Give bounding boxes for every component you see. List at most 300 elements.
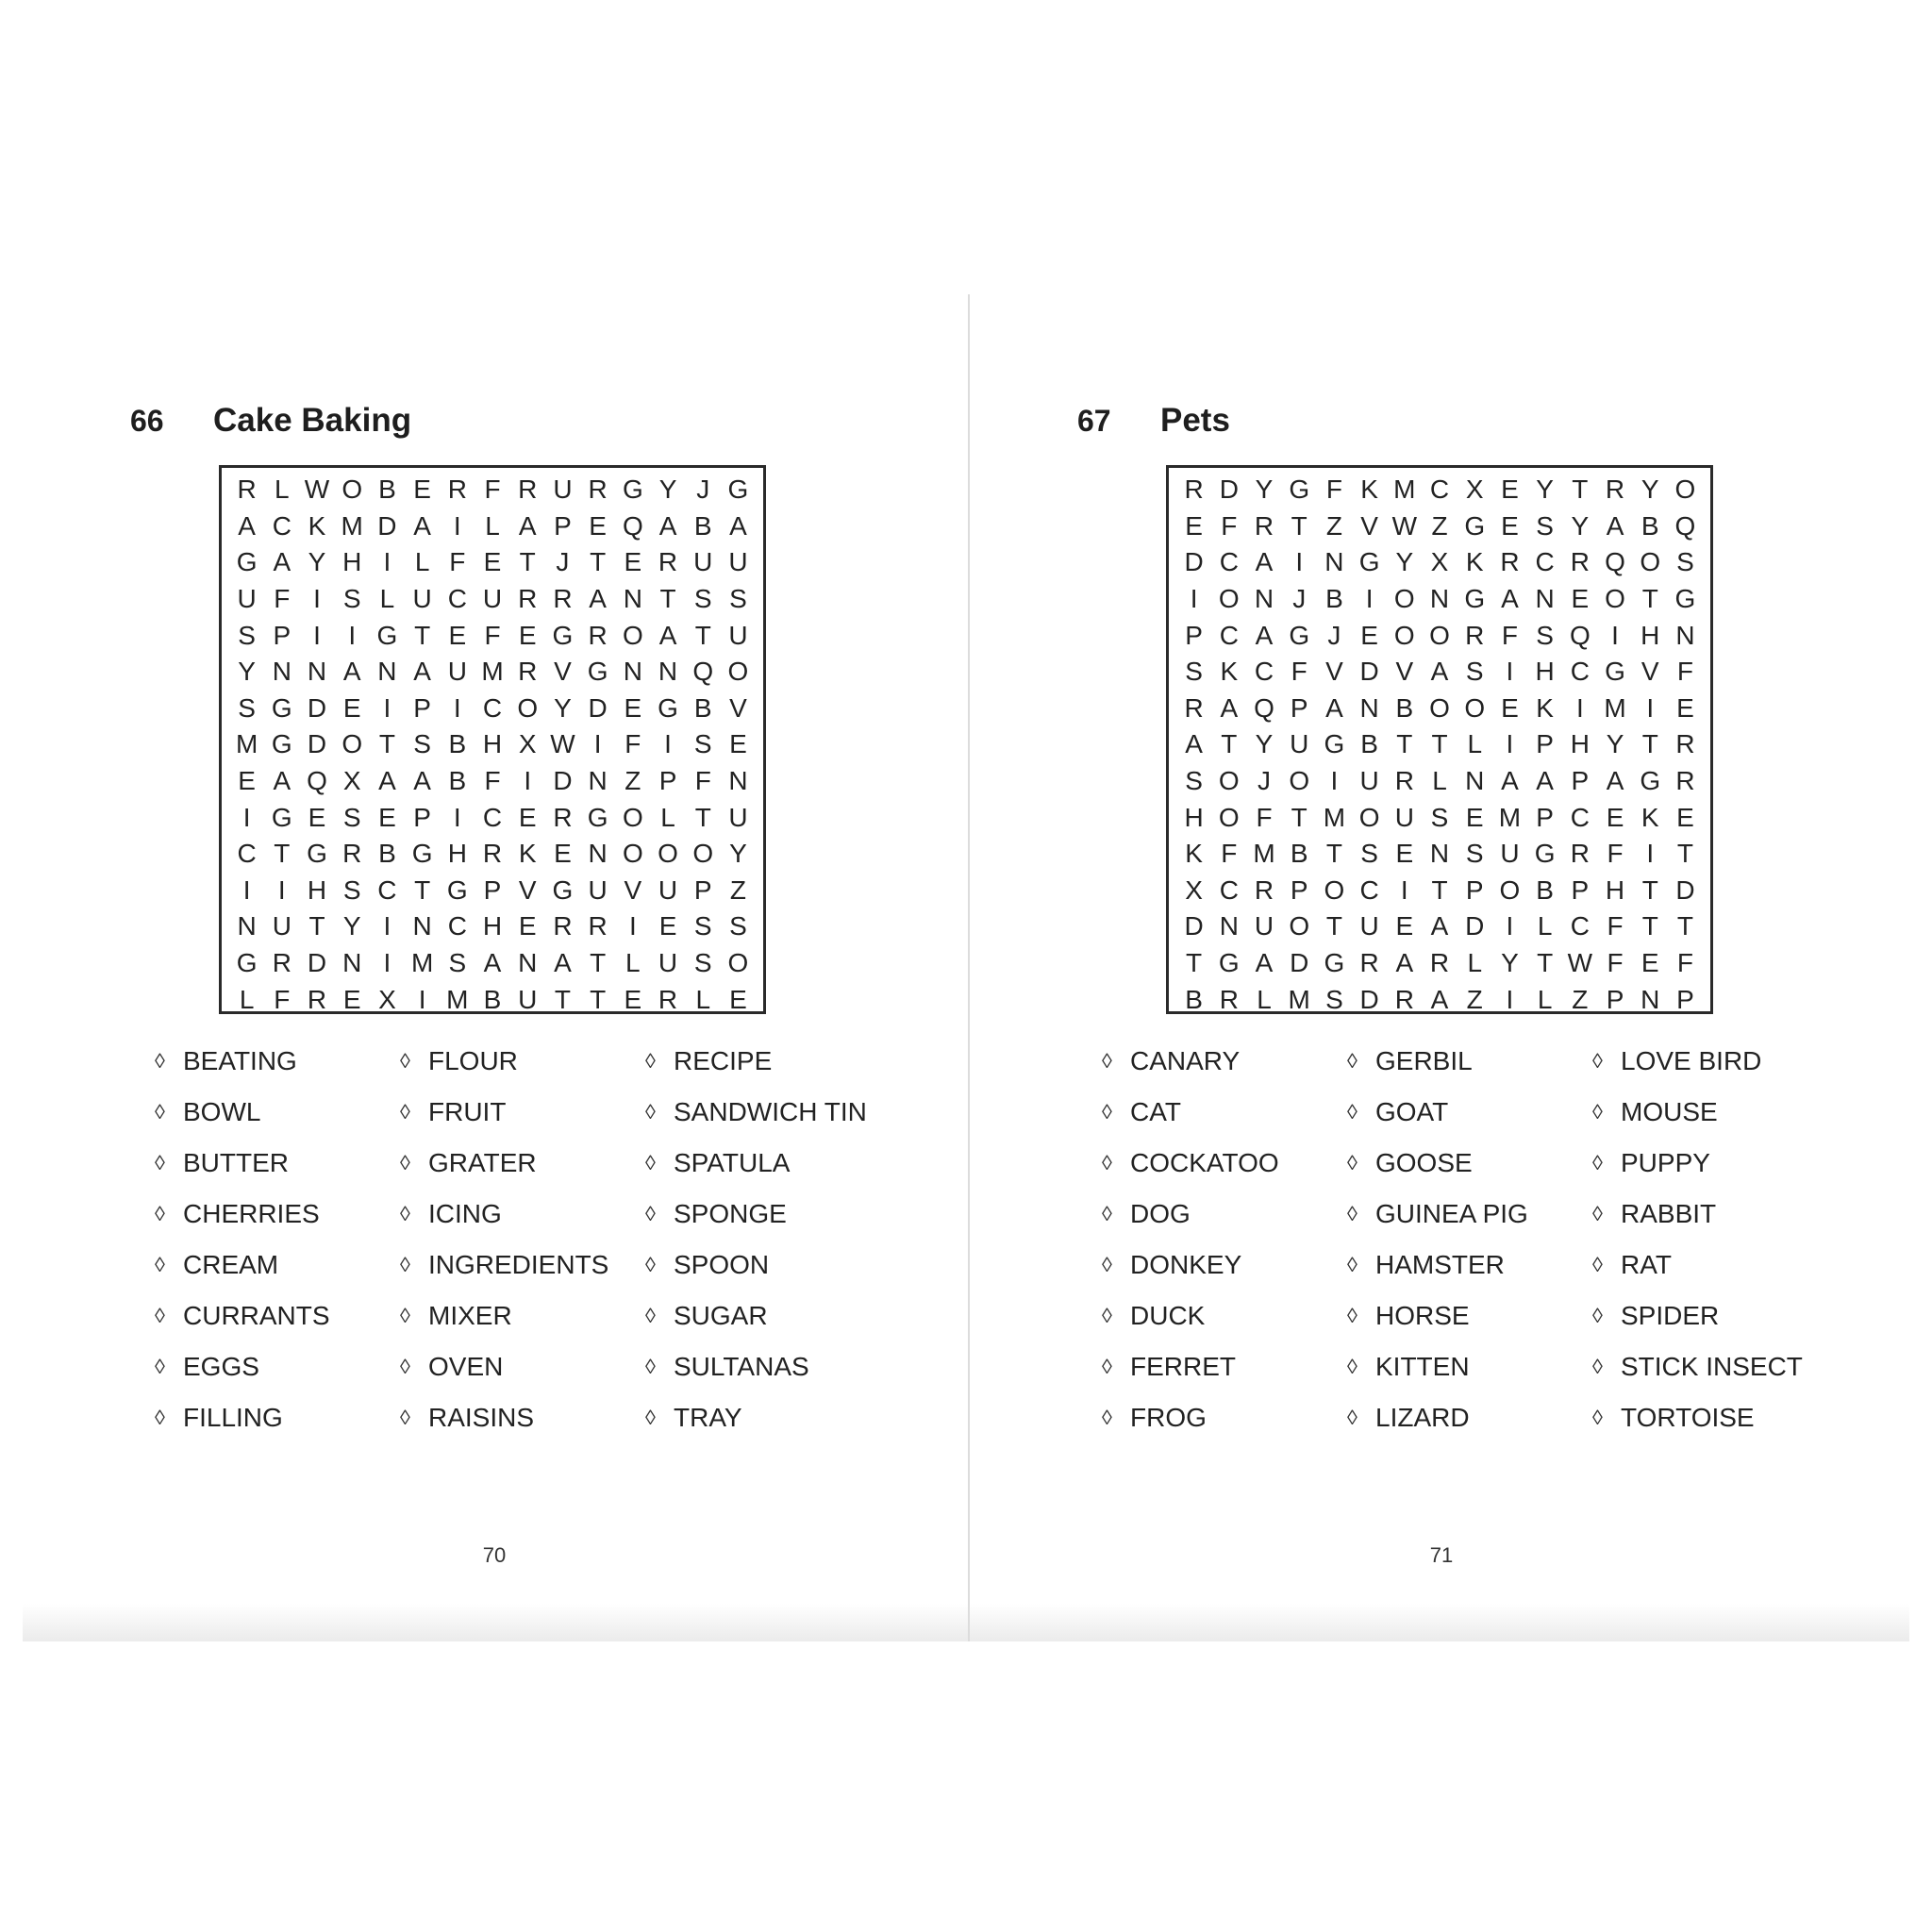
word-list-item <box>1347 1291 1592 1341</box>
grid-cell: N <box>237 911 257 941</box>
grid-cell: F <box>274 584 291 614</box>
grid-cell: S <box>342 874 361 905</box>
grid-cell: R <box>1465 620 1485 650</box>
grid-cell: O <box>1218 766 1240 796</box>
grid-cell: F <box>1676 948 1693 978</box>
word-list-item <box>400 1036 645 1087</box>
word-list-item <box>155 1189 400 1240</box>
grid-cell: U <box>553 475 573 505</box>
word-label: BEATING <box>183 1046 297 1075</box>
grid-cell: R <box>588 620 608 650</box>
grid-row <box>229 581 756 618</box>
grid-cell: E <box>378 802 396 832</box>
diamond-icon: ◊ <box>155 1049 165 1073</box>
word-label: SPOON <box>674 1250 770 1279</box>
grid-cell: E <box>624 547 642 577</box>
word-list-item <box>1347 1189 1592 1240</box>
word-list-item <box>400 1341 645 1392</box>
grid-row <box>229 726 756 763</box>
grid-cell: S <box>693 948 712 978</box>
word-label: FERRET <box>1130 1352 1236 1381</box>
grid-cell: I <box>418 984 426 1014</box>
grid-cell: F <box>449 547 466 577</box>
grid-cell: R <box>482 839 503 869</box>
diamond-icon: ◊ <box>1347 1202 1357 1225</box>
grid-cell: R <box>553 911 573 941</box>
word-list-item <box>1102 1036 1347 1087</box>
word-list-item <box>645 1341 909 1392</box>
puzzle-number: 66 <box>130 403 164 438</box>
word-list-item <box>400 1240 645 1291</box>
grid-cell: H <box>482 911 503 941</box>
grid-cell: I <box>313 620 321 650</box>
word-label: MIXER <box>428 1301 512 1330</box>
grid-cell: T <box>1676 911 1693 941</box>
grid-cell: W <box>304 475 330 505</box>
grid-row <box>229 799 756 836</box>
word-label: HAMSTER <box>1375 1250 1505 1279</box>
grid-cell: V <box>1325 657 1343 687</box>
diamond-icon: ◊ <box>400 1304 410 1327</box>
grid-cell: S <box>729 584 747 614</box>
grid-row <box>1176 981 1703 1018</box>
grid-cell: G <box>727 475 749 505</box>
grid-row <box>229 691 756 727</box>
grid-cell: G <box>1640 766 1661 796</box>
grid-cell: G <box>587 657 608 687</box>
grid-cell: U <box>1500 839 1520 869</box>
word-label: BOWL <box>183 1097 261 1126</box>
grid-cell: W <box>1391 510 1418 541</box>
word-label: RAISINS <box>428 1403 535 1432</box>
grid-cell: O <box>658 839 678 869</box>
grid-cell: D <box>1219 475 1239 505</box>
page-number: 70 <box>482 1543 507 1567</box>
grid-cell: Y <box>1606 729 1624 759</box>
grid-cell: Y <box>554 692 572 723</box>
grid-cell: U <box>447 657 467 687</box>
grid-cell: N <box>1359 692 1379 723</box>
grid-cell: N <box>1535 584 1555 614</box>
grid-cell: D <box>1184 547 1204 577</box>
diamond-icon: ◊ <box>1592 1202 1603 1225</box>
grid-cell: Q <box>1569 620 1591 650</box>
grid-cell: E <box>483 547 502 577</box>
diamond-icon: ◊ <box>400 1049 410 1073</box>
word-label: DUCK <box>1130 1301 1206 1330</box>
grid-cell: I <box>1646 692 1655 723</box>
grid-cell: H <box>1184 802 1204 832</box>
grid-cell: A <box>1501 766 1519 796</box>
grid-cell: G <box>1464 510 1486 541</box>
grid-cell: T <box>519 547 536 577</box>
diamond-icon: ◊ <box>1102 1355 1112 1378</box>
grid-cell: A <box>413 766 431 796</box>
diamond-icon: ◊ <box>1102 1049 1112 1073</box>
grid-cell: C <box>447 911 467 941</box>
diamond-icon: ◊ <box>645 1151 656 1174</box>
grid-cell: E <box>554 839 572 869</box>
grid-cell: R <box>1429 948 1450 978</box>
word-list-item <box>1102 1291 1347 1341</box>
grid-cell: O <box>727 657 749 687</box>
grid-cell: U <box>518 984 538 1014</box>
diamond-icon: ◊ <box>1102 1100 1112 1124</box>
grid-cell: I <box>1190 584 1198 614</box>
grid-cell: M <box>1288 984 1310 1014</box>
word-list-item <box>1347 1087 1592 1138</box>
grid-cell: R <box>553 802 573 832</box>
diamond-icon: ◊ <box>155 1355 165 1378</box>
word-label: CREAM <box>183 1250 279 1279</box>
diamond-icon: ◊ <box>1347 1253 1357 1276</box>
diamond-icon: ◊ <box>400 1406 410 1429</box>
grid-cell: A <box>483 948 502 978</box>
grid-cell: G <box>446 874 468 905</box>
grid-cell: I <box>1506 984 1514 1014</box>
grid-cell: T <box>1221 729 1238 759</box>
grid-cell: O <box>1218 802 1240 832</box>
word-label: PUPPY <box>1621 1148 1710 1177</box>
word-label: LOVE BIRD <box>1621 1046 1762 1075</box>
grid-cell: T <box>414 874 431 905</box>
grid-cell: I <box>453 802 461 832</box>
grid-cell: H <box>307 874 327 905</box>
grid-cell: X <box>1185 874 1203 905</box>
grid-cell: X <box>518 729 537 759</box>
grid-cell: G <box>1218 948 1240 978</box>
grid-cell: U <box>1394 802 1414 832</box>
grid-cell: O <box>1393 584 1415 614</box>
grid-cell: R <box>1359 948 1379 978</box>
grid-cell: O <box>622 802 643 832</box>
diamond-icon: ◊ <box>1592 1049 1603 1073</box>
puzzle-title: Pets <box>1160 402 1230 439</box>
grid-cell: O <box>341 729 363 759</box>
grid-cell: F <box>484 766 501 796</box>
word-list-item <box>400 1291 645 1341</box>
grid-cell: O <box>1358 802 1380 832</box>
grid-cell: P <box>1536 729 1554 759</box>
grid-cell: R <box>1219 984 1239 1014</box>
grid-cell: B <box>448 729 467 759</box>
grid-cell: S <box>729 911 747 941</box>
grid-cell: C <box>272 510 291 541</box>
grid-cell: D <box>1359 984 1379 1014</box>
grid-cell: E <box>729 729 747 759</box>
grid-cell: T <box>1641 874 1658 905</box>
grid-cell: G <box>1324 948 1345 978</box>
grid-cell: I <box>242 874 251 905</box>
grid-cell: Y <box>658 475 677 505</box>
grid-cell: E <box>342 692 361 723</box>
diamond-icon: ◊ <box>155 1406 165 1429</box>
grid-cell: J <box>556 547 570 577</box>
grid-cell: R <box>307 984 327 1014</box>
grid-cell: I <box>1575 692 1584 723</box>
grid-cell: A <box>1430 911 1449 941</box>
grid-cell: J <box>1327 620 1341 650</box>
grid-cell: S <box>1465 657 1484 687</box>
diamond-icon: ◊ <box>1592 1304 1603 1327</box>
grid-cell: Q <box>1674 510 1696 541</box>
word-label: TRAY <box>674 1403 742 1432</box>
grid-cell: R <box>588 475 608 505</box>
grid-cell: G <box>1605 657 1625 687</box>
grid-cell: O <box>1429 620 1450 650</box>
word-label: GUINEA PIG <box>1375 1199 1528 1228</box>
word-label: INGREDIENTS <box>428 1250 609 1279</box>
grid-cell: R <box>447 475 467 505</box>
grid-cell: N <box>1641 984 1660 1014</box>
grid-cell: L <box>485 510 500 541</box>
grid-cell: F <box>274 984 291 1014</box>
grid-cell: I <box>1611 620 1619 650</box>
diamond-icon: ◊ <box>1592 1100 1603 1124</box>
grid-cell: P <box>1290 874 1308 905</box>
grid-cell: V <box>1395 657 1414 687</box>
grid-cell: T <box>590 547 607 577</box>
grid-row <box>229 763 756 800</box>
grid-cell: F <box>694 766 711 796</box>
grid-cell: M <box>410 948 434 978</box>
word-list-item <box>1102 1392 1347 1443</box>
grid-cell: K <box>518 839 537 869</box>
grid-cell: U <box>272 911 291 941</box>
grid-cell: G <box>1289 620 1310 650</box>
grid-row <box>229 617 756 654</box>
grid-cell: Y <box>1536 475 1554 505</box>
grid-cell: A <box>273 547 291 577</box>
grid-cell: P <box>413 802 431 832</box>
word-list-item <box>1592 1138 1857 1189</box>
grid-cell: S <box>1185 657 1203 687</box>
grid-cell: M <box>341 510 363 541</box>
grid-cell: P <box>1185 620 1203 650</box>
diamond-icon: ◊ <box>645 1100 656 1124</box>
grid-cell: V <box>554 657 572 687</box>
grid-cell: A <box>1325 692 1343 723</box>
grid-cell: F <box>1325 475 1342 505</box>
word-label: LIZARD <box>1375 1403 1470 1432</box>
word-list-item <box>1102 1189 1347 1240</box>
grid-cell: P <box>1571 766 1590 796</box>
grid-cell: T <box>1641 729 1658 759</box>
grid-cell: C <box>1535 547 1555 577</box>
grid-row <box>1176 908 1703 945</box>
grid-cell: N <box>1254 584 1274 614</box>
page-right <box>947 0 1913 1932</box>
grid-cell: M <box>1323 802 1346 832</box>
grid-cell: L <box>1537 984 1553 1014</box>
grid-cell: J <box>1257 766 1271 796</box>
grid-cell: D <box>553 766 573 796</box>
grid-cell: L <box>1467 948 1483 978</box>
grid-cell: C <box>447 584 467 614</box>
grid-cell: D <box>377 510 397 541</box>
grid-cell: W <box>550 729 575 759</box>
grid-cell: Z <box>1572 984 1589 1014</box>
grid-cell: E <box>1606 802 1624 832</box>
word-list-item <box>645 1240 909 1291</box>
word-list-item <box>1102 1138 1347 1189</box>
grid-cell: Y <box>1395 547 1414 577</box>
grid-cell: M <box>481 657 504 687</box>
diamond-icon: ◊ <box>400 1355 410 1378</box>
grid-cell: O <box>1674 475 1696 505</box>
grid-cell: G <box>1324 729 1345 759</box>
grid-cell: B <box>693 510 712 541</box>
grid-cell: S <box>1430 802 1449 832</box>
word-label: FRUIT <box>428 1097 507 1126</box>
grid-cell: I <box>1506 729 1514 759</box>
diamond-icon: ◊ <box>155 1304 165 1327</box>
grid-cell: G <box>1674 584 1696 614</box>
grid-cell: I <box>1365 584 1374 614</box>
word-label: RAT <box>1621 1250 1672 1279</box>
grid-cell: Q <box>692 657 714 687</box>
grid-cell: U <box>658 948 678 978</box>
grid-cell: E <box>518 620 537 650</box>
grid-cell: U <box>1254 911 1274 941</box>
grid-cell: B <box>693 692 712 723</box>
grid-cell: I <box>348 620 357 650</box>
grid-cell: O <box>341 475 363 505</box>
grid-cell: A <box>1255 547 1274 577</box>
grid-cell: R <box>342 839 362 869</box>
word-list-item <box>1347 1392 1592 1443</box>
grid-cell: D <box>1675 874 1695 905</box>
grid-cell: U <box>728 620 748 650</box>
grid-cell: Y <box>342 911 361 941</box>
grid-cell: E <box>308 802 326 832</box>
grid-cell: T <box>590 984 607 1014</box>
grid-cell: E <box>1501 510 1519 541</box>
word-list-item <box>1347 1138 1592 1189</box>
grid-cell: I <box>1330 766 1339 796</box>
grid-cell: G <box>587 802 608 832</box>
word-label: HORSE <box>1375 1301 1470 1330</box>
grid-cell: B <box>378 839 396 869</box>
word-label: GRATER <box>428 1148 537 1177</box>
diamond-icon: ◊ <box>400 1253 410 1276</box>
grid-row <box>1176 472 1703 508</box>
diamond-icon: ◊ <box>400 1202 410 1225</box>
word-label: GOOSE <box>1375 1148 1473 1177</box>
grid-cell: P <box>413 692 431 723</box>
grid-cell: E <box>1676 802 1694 832</box>
word-list-item <box>400 1087 645 1138</box>
grid-cell: P <box>1536 802 1554 832</box>
grid-cell: S <box>1185 766 1203 796</box>
grid-cell: E <box>1395 839 1414 869</box>
grid-cell: U <box>1290 729 1309 759</box>
grid-cell: C <box>1219 620 1239 650</box>
diamond-icon: ◊ <box>1347 1406 1357 1429</box>
grid-cell: A <box>342 657 361 687</box>
word-list-item <box>1592 1189 1857 1240</box>
diamond-icon: ◊ <box>645 1355 656 1378</box>
grid-cell: T <box>1537 948 1554 978</box>
diamond-icon: ◊ <box>1347 1355 1357 1378</box>
grid-cell: R <box>518 584 538 614</box>
grid-cell: N <box>1219 911 1239 941</box>
word-list-item <box>400 1189 645 1240</box>
grid-cell: L <box>1432 766 1447 796</box>
grid-cell: T <box>1572 475 1589 505</box>
grid-cell: S <box>342 584 361 614</box>
grid-cell: S <box>238 692 256 723</box>
grid-cell: T <box>1396 729 1413 759</box>
grid-cell: M <box>1393 475 1416 505</box>
grid-cell: U <box>728 547 748 577</box>
grid-cell: A <box>729 510 747 541</box>
word-list-item <box>400 1392 645 1443</box>
grid-cell: B <box>378 475 396 505</box>
grid-cell: O <box>1499 874 1521 905</box>
grid-cell: A <box>1606 766 1624 796</box>
grid-cell: U <box>412 584 432 614</box>
grid-cell: G <box>236 948 258 978</box>
grid-cell: C <box>1429 475 1450 505</box>
grid-cell: A <box>1430 657 1449 687</box>
grid-cell: P <box>1606 984 1624 1014</box>
grid-cell: E <box>729 984 747 1014</box>
grid-cell: I <box>242 802 251 832</box>
grid-cell: L <box>660 802 675 832</box>
grid-cell: A <box>378 766 396 796</box>
grid-cell: N <box>658 657 678 687</box>
word-list-item <box>1102 1087 1347 1138</box>
grid-cell: T <box>1325 839 1342 869</box>
grid-cell: L <box>1467 729 1483 759</box>
grid-cell: A <box>1395 948 1414 978</box>
grid-cell: T <box>590 948 607 978</box>
grid-cell: C <box>1254 657 1274 687</box>
grid-cell: E <box>448 620 467 650</box>
grid-cell: P <box>483 874 502 905</box>
grid-cell: O <box>1218 584 1240 614</box>
word-label: DOG <box>1130 1199 1191 1228</box>
grid-cell: A <box>238 510 256 541</box>
grid-cell: A <box>589 584 607 614</box>
word-list-item <box>645 1189 909 1240</box>
grid-row <box>1176 654 1703 691</box>
grid-cell: L <box>275 475 290 505</box>
word-label: MOUSE <box>1621 1097 1718 1126</box>
diamond-icon: ◊ <box>645 1202 656 1225</box>
grid-cell: B <box>1536 874 1554 905</box>
word-label: CHERRIES <box>183 1199 320 1228</box>
grid-cell: B <box>448 766 467 796</box>
grid-cell: K <box>1536 692 1554 723</box>
grid-cell: T <box>1641 911 1658 941</box>
grid-cell: T <box>308 911 325 941</box>
grid-cell: R <box>518 657 538 687</box>
grid-cell: S <box>1360 839 1378 869</box>
grid-cell: E <box>1185 510 1203 541</box>
grid-cell: U <box>1359 766 1379 796</box>
grid-cell: Y <box>729 839 747 869</box>
grid-cell: H <box>1535 657 1555 687</box>
diamond-icon: ◊ <box>645 1049 656 1073</box>
grid-cell: T <box>1186 948 1203 978</box>
grid-cell: R <box>1254 874 1274 905</box>
grid-cell: V <box>1360 510 1378 541</box>
word-list-item <box>645 1291 909 1341</box>
grid-cell: L <box>379 584 395 614</box>
grid-cell: J <box>696 475 710 505</box>
